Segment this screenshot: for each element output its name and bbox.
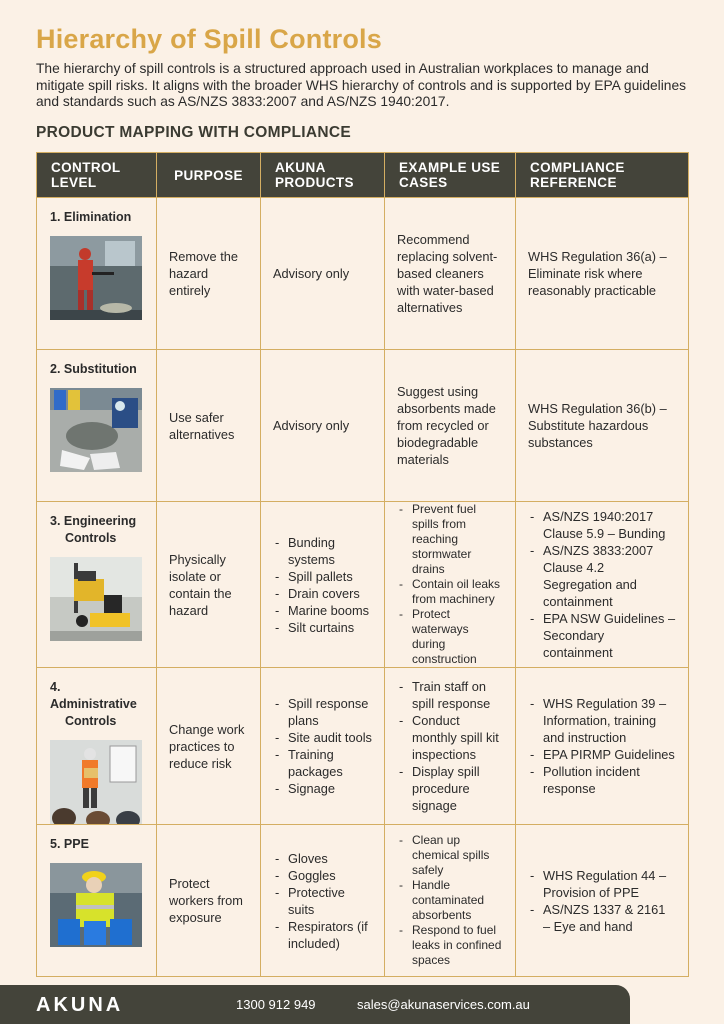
control-level-label: 5. PPE: [50, 837, 89, 851]
control-level-label: 2. Substitution: [50, 362, 137, 376]
list-item: - Display spill procedure signage: [397, 763, 503, 814]
list-item: - AS/NZS 1940:2017 Clause 5.9 – Bunding: [528, 508, 676, 542]
table-row: [37, 825, 689, 977]
control-level-cell: [37, 502, 157, 668]
list-item: - Spill pallets: [273, 568, 372, 585]
table-header-row: [37, 153, 689, 198]
footer-phone[interactable]: 1300 912 949: [236, 997, 316, 1012]
list-item: - Training packages: [273, 746, 372, 780]
intro-paragraph: The hierarchy of spill controls is a structured approach used in Australian workplaces to manage and mitigate spill risks. It aligns with the broader WHS hierarchy of controls and is supported by EPA guidelines and standards such as AS/NZS 3833:2007 and AS/NZS 1940:2017.: [36, 61, 687, 109]
list-item: - Signage: [273, 780, 372, 797]
products-cell: Advisory only: [261, 198, 385, 350]
compliance-list: [528, 695, 676, 797]
list-item: - Respirators (if included): [273, 918, 372, 952]
list-item: - Protective suits: [273, 884, 372, 918]
use-cases-cell: Suggest using absorbents made from recycled or biodegradable materials: [385, 350, 516, 502]
control-level-label: 3. Engineering: [50, 514, 137, 528]
use-cases-list: [397, 678, 503, 814]
products-cell: [261, 502, 385, 668]
purpose-cell: Change work practices to reduce risk: [157, 668, 261, 825]
list-item: - Conduct monthly spill kit inspections: [397, 712, 503, 763]
control-level-cell: [37, 198, 157, 350]
list-item: - Pollution incident response: [528, 763, 676, 797]
use-cases-list: [397, 833, 503, 968]
use-cases-cell: [385, 668, 516, 825]
list-item: - AS/NZS 3833:2007 Clause 4.2 Segregation and containment: [528, 542, 676, 610]
use-cases-cell: Recommend replacing solvent-based cleaners with water-based alternatives: [385, 198, 516, 350]
control-level-label-cont: Controls: [65, 531, 117, 545]
list-item: - Spill response plans: [273, 695, 372, 729]
footer-email[interactable]: sales@akunaservices.com.au: [357, 997, 530, 1012]
list-item: - Bunding systems: [273, 534, 372, 568]
list-item: - WHS Regulation 44 – Provision of PPE: [528, 867, 676, 901]
products-cell: [261, 825, 385, 977]
control-level-cell: [37, 668, 157, 825]
controls-table: [36, 152, 689, 977]
administrative-photo: [50, 740, 142, 824]
products-list: [273, 695, 372, 797]
list-item: - EPA NSW Guidelines – Secondary containment: [528, 610, 676, 661]
table-row: [37, 198, 689, 350]
list-item: - Goggles: [273, 867, 372, 884]
page-title: Hierarchy of Spill Controls: [36, 24, 382, 54]
control-level-label: 1. Elimination: [50, 210, 132, 224]
compliance-list: [528, 867, 676, 935]
list-item: - Protect waterways during construction: [397, 607, 503, 667]
use-cases-cell: [385, 825, 516, 977]
header-example-use-cases: EXAMPLE USE CASES: [385, 153, 516, 198]
list-item: - Silt curtains: [273, 619, 372, 636]
list-item: - Contain oil leaks from machinery: [397, 577, 503, 607]
compliance-cell: WHS Regulation 36(a) – Eliminate risk where reasonably practicable: [516, 198, 689, 350]
compliance-cell: [516, 668, 689, 825]
list-item: - Gloves: [273, 850, 372, 867]
compliance-list: [528, 508, 676, 661]
list-item: - Prevent fuel spills from reaching stormwater drains: [397, 502, 503, 577]
list-item: - Drain covers: [273, 585, 372, 602]
products-cell: [261, 668, 385, 825]
compliance-cell: [516, 825, 689, 977]
elimination-photo: [50, 236, 142, 320]
control-level-label-cont: Controls: [65, 714, 117, 728]
products-cell: Advisory only: [261, 350, 385, 502]
list-item: - Site audit tools: [273, 729, 372, 746]
list-item: - Marine booms: [273, 602, 372, 619]
list-item: - Clean up chemical spills safely: [397, 833, 503, 878]
use-cases-list: [397, 502, 503, 667]
control-level-cell: [37, 350, 157, 502]
substitution-photo: [50, 388, 142, 472]
products-list: [273, 850, 372, 952]
compliance-cell: WHS Regulation 36(b) – Substitute hazardous substances: [516, 350, 689, 502]
table-row: [37, 350, 689, 502]
list-item: - WHS Regulation 39 – Information, training and instruction: [528, 695, 676, 746]
purpose-cell: Remove the hazard entirely: [157, 198, 261, 350]
control-level-cell: [37, 825, 157, 977]
products-list: [273, 534, 372, 636]
section-subtitle: PRODUCT MAPPING WITH COMPLIANCE: [36, 124, 351, 141]
ppe-photo: [50, 863, 142, 947]
control-level-label: 4. Administrative: [50, 680, 137, 711]
list-item: - AS/NZS 1337 & 2161 – Eye and hand: [528, 901, 676, 935]
purpose-cell: Protect workers from exposure: [157, 825, 261, 977]
footer-bar: [0, 985, 630, 1024]
list-item: - EPA PIRMP Guidelines: [528, 746, 676, 763]
list-item: - Train staff on spill response: [397, 678, 503, 712]
table-row: [37, 668, 689, 825]
list-item: - Respond to fuel leaks in confined spaces: [397, 923, 503, 968]
list-item: - Handle contaminated absorbents: [397, 878, 503, 923]
header-akuna-products: AKUNA PRODUCTS: [261, 153, 385, 198]
purpose-cell: Physically isolate or contain the hazard: [157, 502, 261, 668]
table-row: [37, 502, 689, 668]
engineering-photo: [50, 557, 142, 641]
compliance-cell: [516, 502, 689, 668]
header-purpose: PURPOSE: [157, 153, 261, 198]
header-compliance-reference: COMPLIANCE REFERENCE: [516, 153, 689, 198]
akuna-logo: AKUNA: [36, 994, 124, 1016]
use-cases-cell: [385, 502, 516, 668]
purpose-cell: Use safer alternatives: [157, 350, 261, 502]
header-control-level: CONTROL LEVEL: [37, 153, 157, 198]
